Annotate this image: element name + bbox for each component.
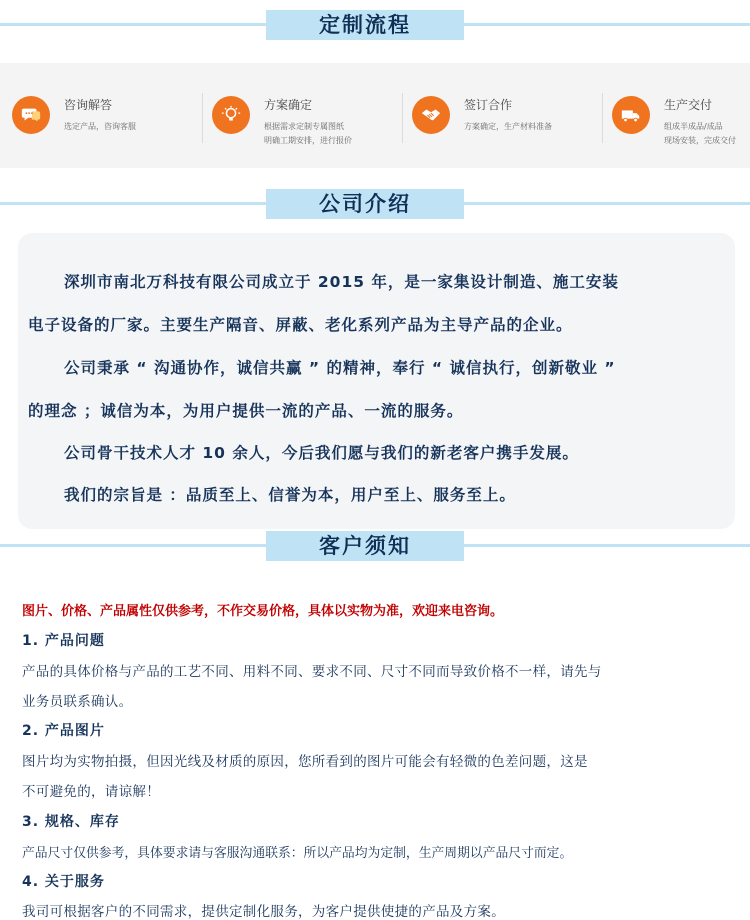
- step-description: 组成半成品/成品 现场安装，完成交付: [664, 122, 736, 145]
- notice-warning: 图片、价格、产品属性仅供参考，不作交易价格，具体以实物为准，欢迎来电咨询。: [22, 604, 504, 619]
- process-step-plan: [202, 63, 402, 168]
- intro-section-header: [0, 189, 750, 219]
- notice-item-heading: 3. 规格、库存: [22, 814, 120, 830]
- step-description: 方案确定，生产材料准备: [464, 122, 552, 131]
- step-title: 方案确定: [264, 98, 313, 112]
- step-title: 咨询解答: [64, 98, 113, 112]
- notice-section-title: 客户须知: [266, 531, 464, 561]
- notice-item-heading: 1. 产品问题: [22, 633, 105, 649]
- intro-paragraph-line: 我们的宗旨是 ：品质至上、信誉为本，用户至上、服务至上。: [64, 486, 516, 504]
- process-section-header: [0, 10, 750, 40]
- step-title: 生产交付: [664, 98, 713, 112]
- notice-item-text: 业务员联系确认。: [22, 694, 133, 710]
- step-divider: [202, 93, 203, 143]
- step-description: 根据需求定制专属图纸 明确工期安排，进行报价: [264, 122, 352, 145]
- notice-item-text: 产品尺寸仅供参考，具体要求请与客服沟通联系：所以产品均为定制，生产周期以产品尺寸而定。: [22, 846, 573, 861]
- notice-item-heading: 2. 产品图片: [22, 723, 105, 739]
- process-steps-band: [0, 63, 750, 168]
- chat-bubble-icon: [12, 96, 50, 134]
- intro-paragraph-line: 电子设备的厂家。主要生产隔音、屏蔽、老化系列产品为主导产品的企业。: [28, 316, 573, 334]
- step-description: 选定产品，咨询客服: [64, 122, 136, 131]
- process-section-title: 定制流程: [266, 10, 464, 40]
- intro-paragraph-line: 公司骨干技术人才 10 余人，今后我们愿与我们的新老客户携手发展。: [64, 444, 579, 462]
- intro-paragraph-line: 公司秉承 “ 沟通协作，诚信共赢 ” 的精神，奉行 “ 诚信执行，创新敬业 ”: [64, 359, 616, 377]
- step-divider: [602, 93, 603, 143]
- step-divider: [402, 93, 403, 143]
- notice-item-text: 产品的具体价格与产品的工艺不同、用料不同、要求不同、尺寸不同而导致价格不一样，请先与: [22, 664, 602, 680]
- notice-item-heading: 4. 关于服务: [22, 874, 105, 890]
- notice-item-text: 图片均为实物拍摄，但因光线及材质的原因，您所看到的图片可能会有轻微的色差问题，这是: [22, 754, 588, 770]
- process-step-consult: [2, 63, 202, 168]
- delivery-truck-icon: [612, 96, 650, 134]
- notice-item-text: 不可避免的，请谅解！: [22, 784, 160, 800]
- intro-section-title: 公司介绍: [266, 189, 464, 219]
- notice-item-text: 我司可根据客户的不同需求，提供定制化服务，为客户提供使捷的产品及方案。: [22, 904, 505, 920]
- handshake-icon: [412, 96, 450, 134]
- step-title: 签订合作: [464, 98, 513, 112]
- process-step-contract: [402, 63, 602, 168]
- lightbulb-icon: [212, 96, 250, 134]
- intro-paragraph-line: 深圳市南北万科技有限公司成立于 2015 年，是一家集设计制造、施工安装: [64, 273, 619, 291]
- intro-paragraph-line: 的理念 ；诚信为本，为用户提供一流的产品、一流的服务。: [28, 402, 464, 420]
- process-step-delivery: [602, 63, 750, 168]
- notice-section-header: [0, 531, 750, 561]
